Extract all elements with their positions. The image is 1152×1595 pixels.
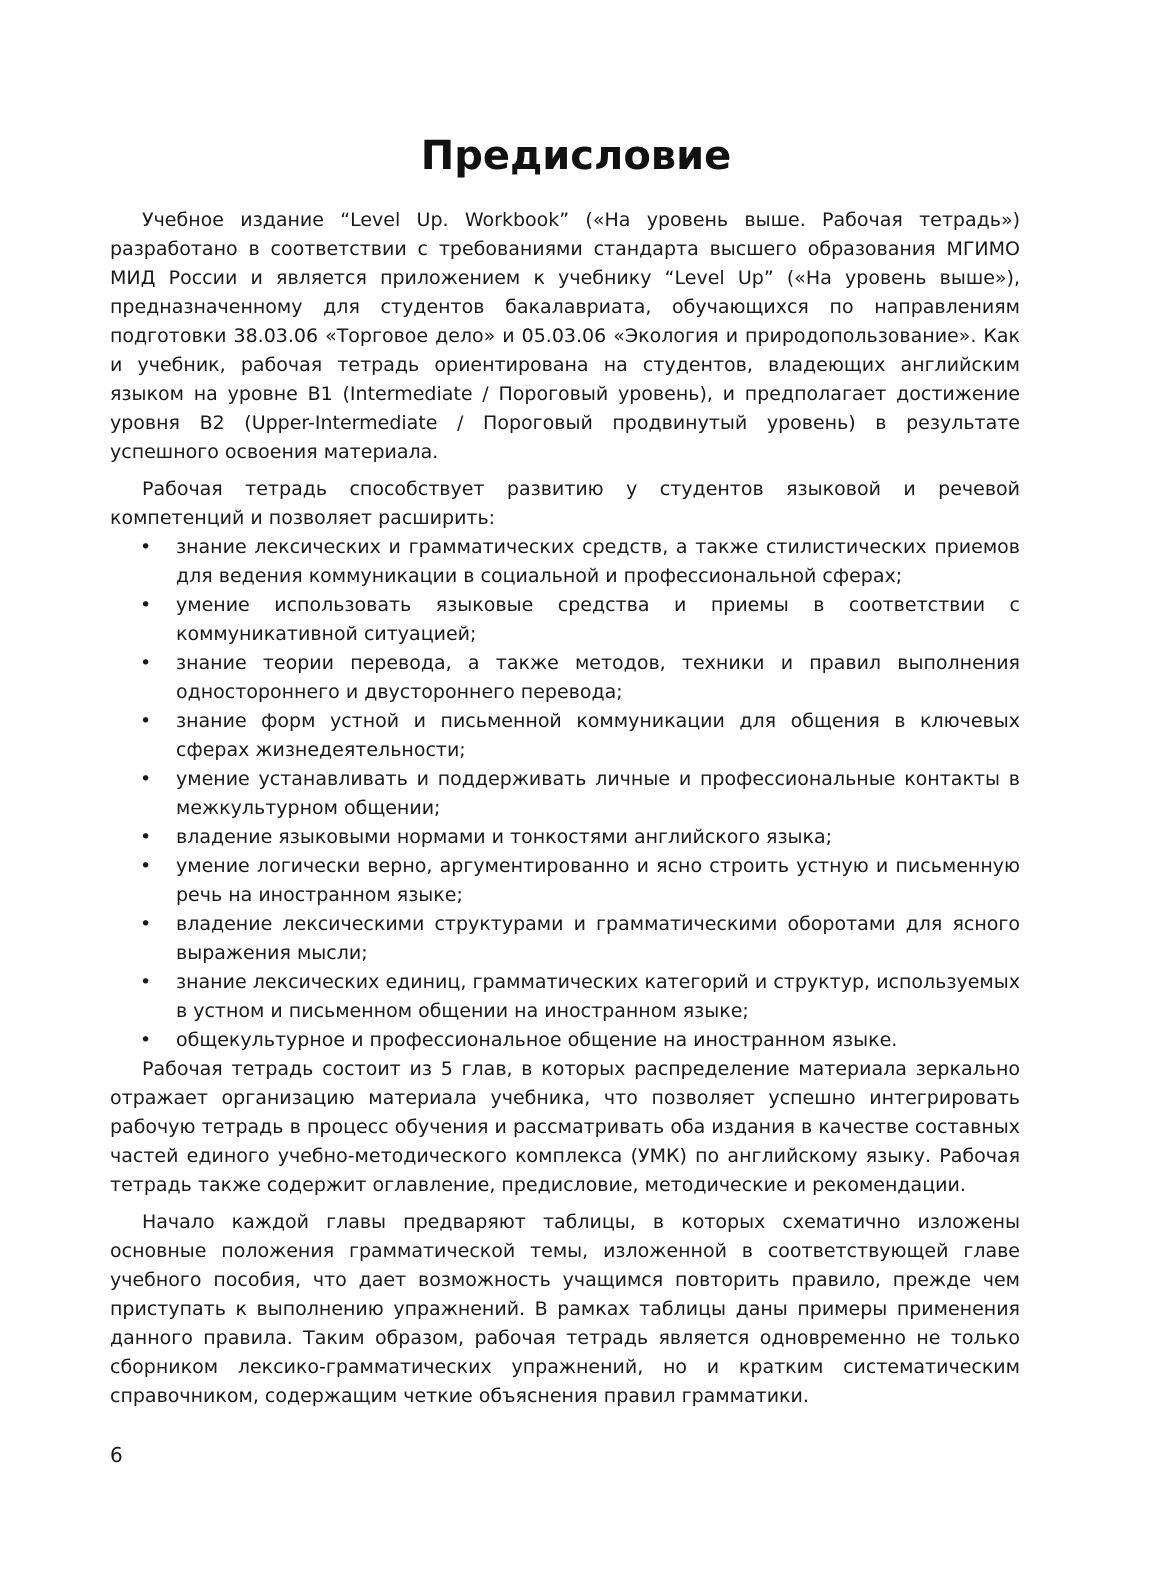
- list-item: [110, 707, 1020, 765]
- list-item-text: знание форм устной и письменной коммуникации для общения в ключевых сферах жизнедеятельности;: [176, 710, 1020, 761]
- paragraph: Рабочая тетрадь способствует развитию у студентов языковой и речевой компетенций и позволяет расширить:: [110, 478, 1020, 529]
- list-item-text: знание лексических единиц, грамматических категорий и структур, используемых в устном и письменном общении на иностранном языке;: [176, 971, 1020, 1022]
- list-item-text: общекультурное и профессиональное общение на иностранном языке.: [176, 1029, 898, 1051]
- page-number: 6: [110, 1443, 123, 1467]
- paragraph: Рабочая тетрадь состоит из 5 глав, в которых распределение материала зеркально отражает организацию материала учебника, что позволяет успешно интегрировать рабочую тетрадь в процесс обучения и рассматривать оба издания в качестве составных частей единого учебно-методического комплекса (УМК) по английскому языку. Рабочая тетрадь также содержит оглавление, предисловие, методические и рекомендации.: [110, 1058, 1020, 1196]
- bullet-icon: •: [140, 971, 152, 993]
- list-item: [110, 823, 1020, 852]
- list-item: [110, 910, 1020, 968]
- list-item: [110, 533, 1020, 591]
- page-title: Предисловие: [420, 133, 732, 179]
- list-item: [110, 591, 1020, 649]
- list-item-text: знание теории перевода, а также методов, техники и правил выполнения одностороннего и двустороннего перевода;: [176, 652, 1020, 703]
- paragraph: Учебное издание “Level Up. Workbook” («На уровень выше. Рабочая тетрадь») разработано в соответствии с требованиями стандарта высшего образования МГИМО МИД России и является приложением к учебнику “Level Up” («На уровень выше»), предназначенному для студентов бакалавриата, обучающихся по направлениям подготовки 38.03.06 «Торговое дело» и 05.03.06 «Экология и природопользование». Как и учебник, рабочая тетрадь ориентирована на студентов, владеющих английским языком на уровне B1 (Intermediate / Пороговый уровень), и предполагает достижение уровня B2 (Upper-Intermediate / Пороговый продвинутый уровень) в результате успешного освоения материала.: [110, 209, 1020, 463]
- list-item-text: умение использовать языковые средства и приемы в соответствии с коммуникативной ситуацией;: [176, 594, 1020, 645]
- bullet-icon: •: [140, 855, 152, 877]
- list-item: [110, 1026, 1020, 1055]
- bullet-list: [110, 533, 1020, 1055]
- bullet-icon: •: [140, 710, 152, 732]
- list-item-text: владение языковыми нормами и тонкостями английского языка;: [176, 826, 833, 848]
- list-item: [110, 765, 1020, 823]
- paragraph: Начало каждой главы предваряют таблицы, в которых схематично изложены основные положения грамматической темы, изложенной в соответствующей главе учебного пособия, что дает возможность учащимся повторить правило, прежде чем приступать к выполнению упражнений. В рамках таблицы даны примеры применения данного правила. Таким образом, рабочая тетрадь является одновременно не только сборником лексико-грамматических упражнений, но и кратким систематическим справочником, содержащим четкие объяснения правил грамматики.: [110, 1211, 1020, 1407]
- list-item-text: умение логически верно, аргументированно и ясно строить устную и письменную речь на иностранном языке;: [176, 855, 1020, 906]
- bullet-icon: •: [140, 594, 152, 616]
- list-item: [110, 968, 1020, 1026]
- bullet-icon: •: [140, 913, 152, 935]
- bullet-icon: •: [140, 652, 152, 674]
- list-item: [110, 852, 1020, 910]
- list-item-text: умение устанавливать и поддерживать личные и профессиональные контакты в межкультурном общении;: [176, 768, 1020, 819]
- bullet-icon: •: [140, 826, 152, 848]
- body-text: [110, 206, 1020, 1411]
- list-item-text: владение лексическими структурами и грамматическими оборотами для ясного выражения мысли;: [176, 913, 1020, 964]
- list-item-text: знание лексических и грамматических средств, а также стилистических приемов для ведения коммуникации в социальной и профессиональной сферах;: [176, 536, 1020, 587]
- bullet-icon: •: [140, 536, 152, 558]
- list-item: [110, 649, 1020, 707]
- bullet-icon: •: [140, 1029, 152, 1051]
- bullet-icon: •: [140, 768, 152, 790]
